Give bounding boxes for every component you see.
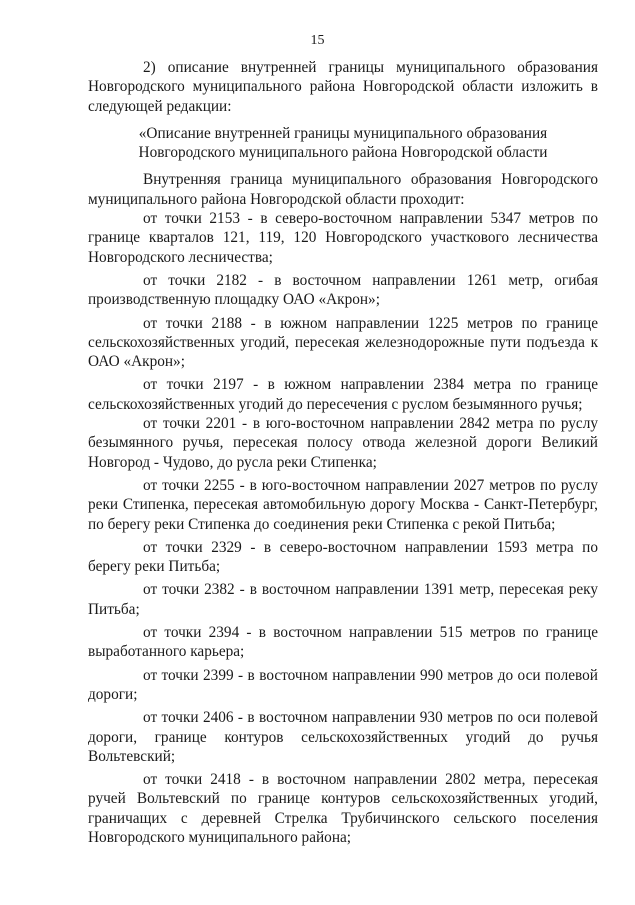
lead-paragraph: Внутренняя граница муниципального образования Новгородского муниципального района Новгородской области проходит: — [88, 171, 598, 208]
boundary-point-paragraph: от точки 2399 - в восточном направлении 990 метров до оси полевой дороги; — [88, 666, 598, 703]
section-heading — [88, 124, 598, 163]
boundary-point-paragraph: от точки 2153 - в северо-восточном направлении 5347 метров по границе кварталов 121, 119, 120 Новгородского участкового лесничества Новгородского лесничества; — [88, 210, 598, 266]
boundary-point-paragraph: от точки 2382 - в восточном направлении 1391 метр, пересекая реку Питьба; — [88, 581, 598, 618]
boundary-point-paragraph: от точки 2182 - в восточном направлении 1261 метр, огибая производственную площадку ОАО «Акрон»; — [88, 271, 598, 309]
boundary-point-paragraph: от точки 2394 - в восточном направлении 515 метров по границе выработанного карьера; — [88, 624, 598, 661]
boundary-point-paragraph: от точки 2201 - в юго-восточном направлении 2842 метра по руслу безымянного ручья, пересекая полосу отвода железной дороги Великий Новгород - Чудово, до русла реки Стипенка; — [88, 415, 598, 471]
boundary-point-paragraph: от точки 2188 - в южном направлении 1225 метров по границе сельскохозяйственных угодий, пересекая железнодорожные пути подъезда к ОАО «Акрон»; — [88, 314, 598, 371]
boundary-point-paragraph: от точки 2418 - в восточном направлении 2802 метра, пересекая ручей Вольтевский по границе контуров сельскохозяйственных угодий, граничащих с деревней Стрелка Трубичинского сельского поселения Новгородского муниципального района; — [88, 771, 598, 846]
boundary-point-paragraph: от точки 2329 - в северо-восточном направлении 1593 метра по берегу реки Питьба; — [88, 538, 598, 576]
section-heading-line-2: Новгородского муниципального района Новгородской области — [138, 144, 548, 162]
boundary-point-paragraph: от точки 2406 - в восточном направлении 930 метров по оси полевой дороги, границе контуров сельскохозяйственных угодий до ручья Вольтевский; — [88, 709, 598, 765]
section-heading-line-1: «Описание внутренней границы муниципального образования — [138, 124, 548, 142]
boundary-point-paragraph: от точки 2197 - в южном направлении 2384 метра по границе сельскохозяйственных угодий до пересечения с руслом безымянного ручья; — [88, 376, 598, 413]
page-number: 15 — [310, 33, 325, 48]
boundary-point-paragraph: от точки 2255 - в юго-восточном направлении 2027 метров по руслу реки Стипенка, пересекая автомобильную дорогу Москва - Санкт-Петербург, по берегу реки Стипенка до соединения реки Стипенка с рекой Питьба; — [88, 476, 598, 533]
intro-paragraph: 2) описание внутренней границы муниципального образования Новгородского муниципального района Новгородской области изложить в следующей редакции: — [88, 59, 598, 115]
document-body — [88, 58, 598, 847]
